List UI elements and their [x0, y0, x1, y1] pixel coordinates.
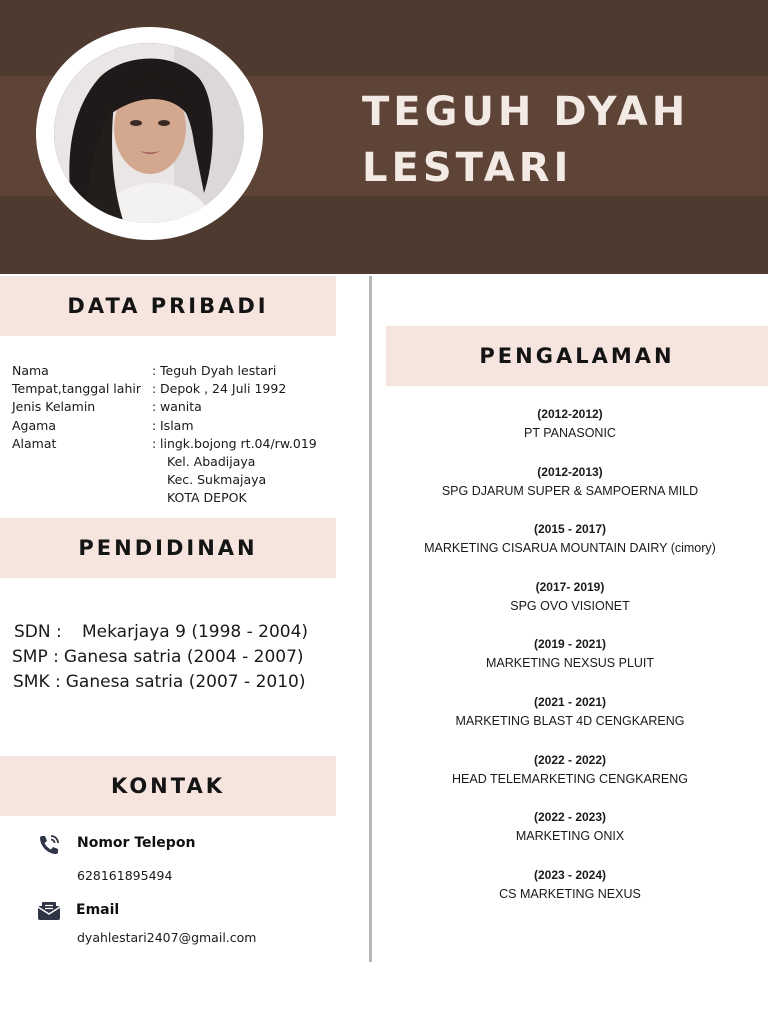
profile-photo — [54, 43, 244, 223]
section-heading-education: PENDIDINAN — [0, 518, 336, 578]
experience-role: PT PANASONIC — [524, 426, 616, 440]
experience-period: (2012-2012) — [537, 407, 603, 421]
experience-list — [386, 405, 754, 923]
experience-item — [386, 520, 754, 578]
envelope-inbox-icon — [37, 900, 61, 926]
experience-period: (2015 - 2017) — [533, 522, 607, 537]
email-value[interactable]: dyahlestari2407@gmail.com — [77, 930, 257, 945]
personal-label: Tempat,tanggal lahir — [12, 381, 141, 397]
experience-role: MARKETING CISARUA MOUNTAIN DAIRY (cimory) — [424, 541, 716, 556]
experience-period: (2012-2013) — [537, 464, 603, 479]
education-detail: Ganesa satria (2004 - 2007) — [63, 647, 304, 667]
phone-ringing-icon — [37, 833, 61, 861]
experience-item — [386, 463, 754, 521]
education-item — [12, 645, 308, 670]
experience-role: MARKETING NEXSUS PLUIT — [485, 656, 655, 671]
address-line: KOTA DEPOK — [167, 490, 247, 506]
phone-value[interactable]: 628161895494 — [77, 868, 173, 883]
address-line: Kel. Abadijaya — [167, 454, 256, 470]
experience-item — [386, 635, 754, 693]
education-item — [12, 620, 308, 645]
experience-role: SPG OVO VISIONET — [510, 598, 630, 613]
personal-row — [12, 380, 317, 398]
personal-label: Agama — [12, 417, 56, 433]
profile-photo-frame — [36, 27, 263, 240]
personal-value: Depok , 24 Juli 1992 — [160, 381, 287, 397]
experience-period: (2019 - 2021) — [533, 637, 607, 652]
experience-role: HEAD TELEMARKETING CENGKARENG — [452, 771, 688, 786]
personal-colon: : — [152, 399, 157, 415]
full-name — [362, 84, 762, 196]
section-heading-personal: DATA PRIBADI — [0, 276, 336, 336]
experience-role: MARKETING BLAST 4D CENGKARENG — [455, 713, 685, 728]
personal-colon: : — [152, 363, 157, 378]
address-line: Kec. Sukmajaya — [167, 472, 267, 488]
personal-row — [12, 362, 317, 380]
experience-period: (2022 - 2022) — [533, 752, 607, 767]
experience-item — [386, 578, 754, 636]
personal-value: Teguh Dyah lestari — [160, 363, 277, 378]
personal-label: Nama — [12, 363, 49, 378]
experience-item — [386, 693, 754, 751]
education-level: SMP : — [12, 647, 59, 667]
personal-row — [12, 398, 317, 416]
personal-value: Islam — [160, 417, 194, 433]
personal-colon: : — [152, 381, 157, 397]
education-detail: Ganesa satria (2007 - 2010) — [65, 672, 306, 692]
personal-row — [12, 417, 317, 435]
personal-colon: : — [152, 417, 157, 433]
experience-role: MARKETING ONIX — [515, 829, 625, 844]
experience-item — [386, 808, 754, 866]
personal-value: wanita — [160, 399, 202, 415]
education-list — [12, 620, 308, 695]
personal-label: Jenis Kelamin — [12, 399, 96, 415]
full-name-line-1: TEGUH DYAH — [362, 89, 690, 135]
phone-label: Nomor Telepon — [77, 835, 196, 851]
experience-item — [386, 751, 754, 809]
personal-data-table — [12, 362, 317, 508]
header-banner — [0, 0, 768, 274]
full-name-line-2: LESTARI — [362, 145, 573, 191]
experience-role: CS MARKETING NEXUS — [499, 886, 641, 901]
email-label: Email — [76, 902, 120, 918]
education-level: SMK : — [13, 672, 61, 692]
experience-period: (2023 - 2024) — [533, 867, 607, 882]
experience-period: (2021 - 2021) — [533, 694, 607, 709]
section-heading-experience: PENGALAMAN — [386, 326, 768, 386]
education-level: SDN : — [14, 622, 62, 642]
experience-period: (2017- 2019) — [535, 579, 605, 594]
experience-item — [386, 405, 754, 463]
experience-role: SPG DJARUM SUPER & SAMPOERNA MILD — [441, 483, 699, 498]
personal-label: Alamat — [12, 435, 57, 451]
column-divider — [369, 276, 372, 962]
experience-period: (2022 - 2023) — [533, 810, 607, 825]
education-item — [12, 670, 308, 695]
personal-value: lingk.bojong rt.04/rw.019 — [160, 435, 317, 451]
section-heading-contact: KONTAK — [0, 756, 336, 816]
personal-row — [12, 435, 317, 453]
address-continuation — [12, 453, 317, 508]
personal-colon: : — [152, 435, 157, 451]
education-detail: Mekarjaya 9 (1998 - 2004) — [82, 622, 309, 642]
experience-item — [386, 866, 754, 924]
